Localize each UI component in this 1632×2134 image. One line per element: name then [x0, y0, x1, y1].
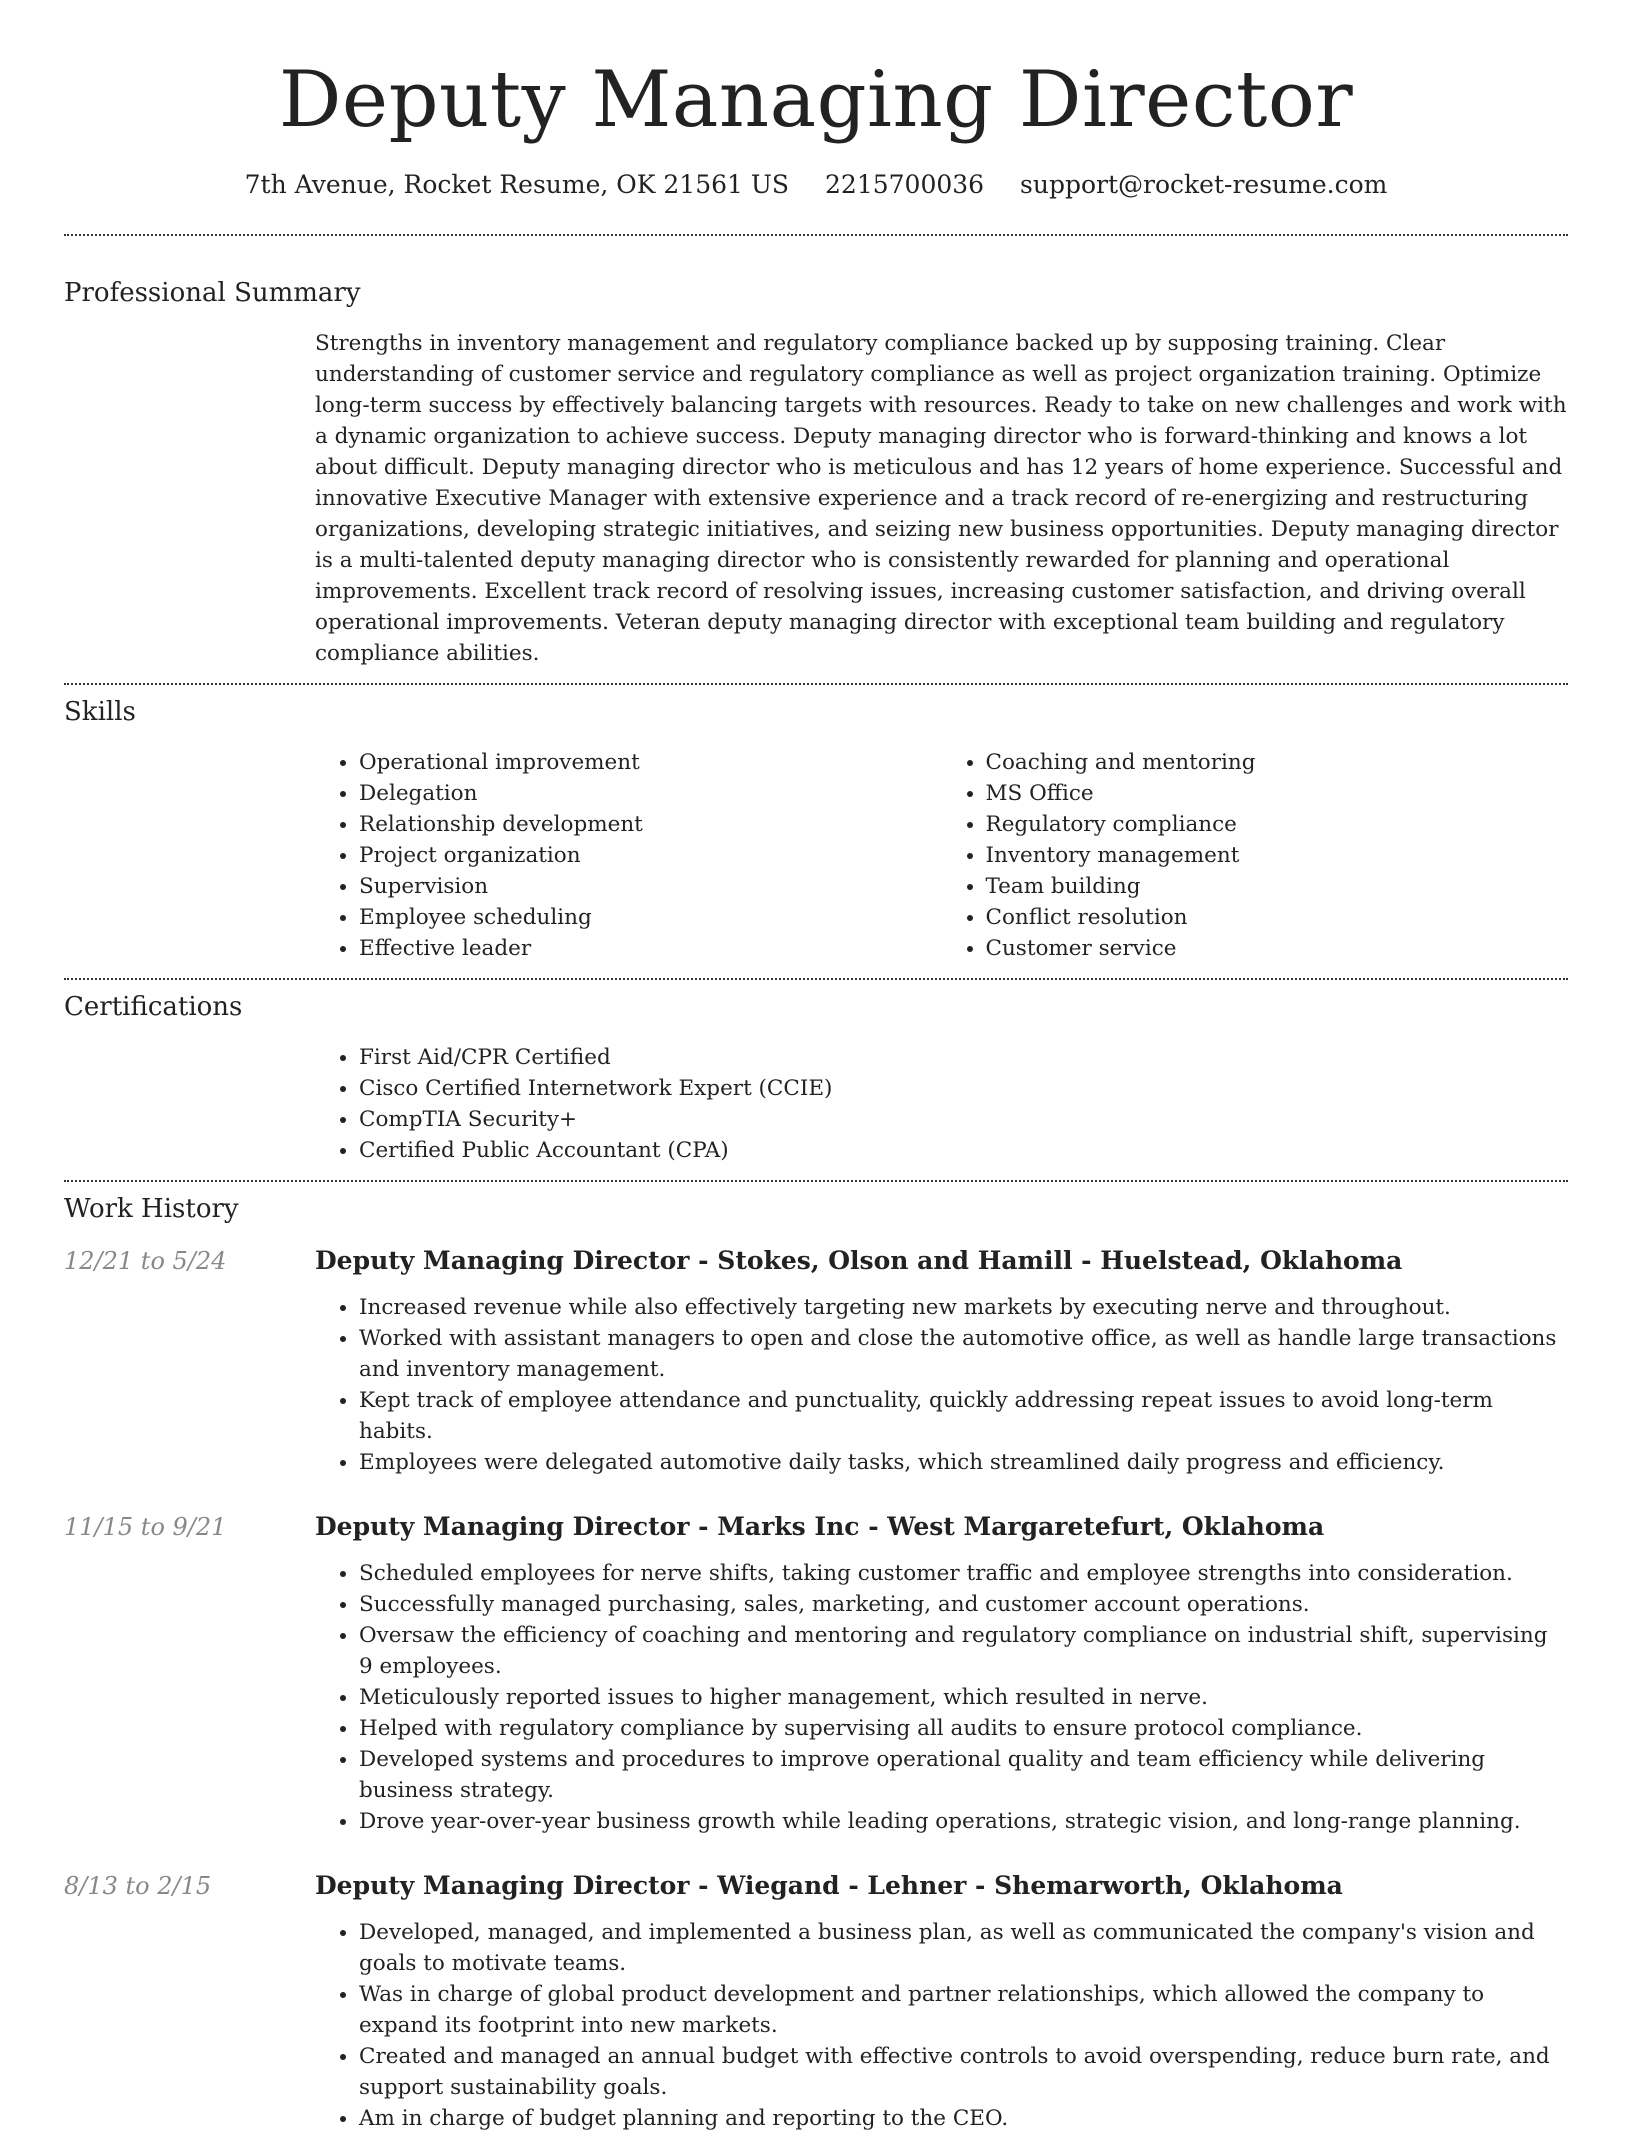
certifications-section — [0, 980, 1632, 1166]
job-dates: 11/15 to 9/21 — [64, 1513, 227, 1541]
list-item: • Effective leader — [359, 933, 942, 964]
list-item: • Operational improvement — [359, 747, 942, 778]
job-heading: Deputy Managing Director - Stokes, Olson and Hamill - Huelstead, Oklahoma — [315, 1246, 1403, 1275]
list-item: • Certified Public Accountant (CPA) — [359, 1135, 1568, 1166]
job-heading: Deputy Managing Director - Wiegand - Lehner - Shemarworth, Oklahoma — [315, 1871, 1343, 1900]
contact-email: support@rocket-resume.com — [1020, 170, 1388, 199]
job-dates: 8/13 to 2/15 — [64, 1872, 212, 1900]
work-history-section — [0, 1182, 1632, 2134]
contact-line — [0, 168, 1632, 202]
list-item: • Delegation — [359, 778, 942, 809]
list-item: • Meticulously reported issues to higher management, which resulted in nerve. — [359, 1682, 1568, 1713]
contact-address: 7th Avenue, Rocket Resume, OK 21561 US — [244, 170, 790, 199]
resume-name: Deputy Managing Director — [278, 55, 1354, 145]
list-item: • Relationship development — [359, 809, 942, 840]
skills-list-right — [942, 747, 1569, 964]
list-item: • Supervision — [359, 871, 942, 902]
list-item: • Increased revenue while also effectively targeting new markets by executing nerve and throughout. — [359, 1292, 1568, 1323]
job-entry — [64, 1510, 1568, 1837]
list-item: • Employees were delegated automotive daily tasks, which streamlined daily progress and efficiency. — [359, 1447, 1568, 1478]
list-item: • Oversaw the efficiency of coaching and mentoring and regulatory compliance on industrial shift, supervising 9 employees. — [359, 1620, 1568, 1682]
list-item: • Regulatory compliance — [986, 809, 1569, 840]
list-item: • Successfully managed purchasing, sales, marketing, and customer account operations. — [359, 1589, 1568, 1620]
list-item: • Kept track of employee attendance and punctuality, quickly addressing repeat issues to avoid long-term habits. — [359, 1385, 1568, 1447]
list-item: • MS Office — [986, 778, 1569, 809]
section-title-certifications: Certifications — [64, 992, 243, 1022]
list-item: • Scheduled employees for nerve shifts, taking customer traffic and employee strengths into consideration. — [359, 1558, 1568, 1589]
list-item: • Developed systems and procedures to improve operational quality and team efficiency while delivering business strategy. — [359, 1744, 1568, 1806]
list-item: • Was in charge of global product development and partner relationships, which allowed the company to expand its footprint into new markets. — [359, 1979, 1568, 2041]
list-item: • Conflict resolution — [986, 902, 1569, 933]
contact-phone: 2215700036 — [825, 170, 985, 199]
list-item: • Developed, managed, and implemented a business plan, as well as communicated the company's vision and goals to motivate teams. — [359, 1917, 1568, 1979]
list-item: • Project organization — [359, 840, 942, 871]
job-bullets — [315, 1917, 1568, 2134]
list-item: • Helped with regulatory compliance by supervising all audits to ensure protocol compliance. — [359, 1713, 1568, 1744]
list-item: • First Aid/CPR Certified — [359, 1042, 1568, 1073]
list-item: • Created and managed an annual budget with effective controls to avoid overspending, reduce burn rate, and support sustainability goals. — [359, 2041, 1568, 2103]
summary-section — [0, 236, 1632, 669]
list-item: • Cisco Certified Internetwork Expert (CCIE) — [359, 1073, 1568, 1104]
job-bullets — [315, 1292, 1568, 1478]
job-entry — [64, 1869, 1568, 2134]
summary-text: Strengths in inventory management and regulatory compliance backed up by supposing training. Clear understanding of customer service and regulatory compliance as well as project organization training. Optimize long-term success by effectively balancing targets with resources. Ready to take on new challenges and work with a dynamic organization to achieve success. Deputy managing director who is forward-thinking and knows a lot about difficult. Deputy managing director who is meticulous and has 12 years of home experience. Successful and innovative Executive Manager with extensive experience and a track record of re-energizing and restructuring organizations, developing strategic initiatives, and seizing new business opportunities. Deputy managing director is a multi-talented deputy managing director who is consistently rewarded for planning and operational improvements. Excellent track record of resolving issues, increasing customer satisfaction, and driving overall operational improvements. Veteran deputy managing director with exceptional team building and regulatory compliance abilities. — [315, 331, 1567, 666]
certifications-list — [315, 1042, 1568, 1166]
list-item: • Team building — [986, 871, 1569, 902]
job-entry — [64, 1244, 1568, 1478]
list-item: • Customer service — [986, 933, 1569, 964]
section-title-work-history: Work History — [64, 1194, 239, 1224]
list-item: • CompTIA Security+ — [359, 1104, 1568, 1135]
list-item: • Worked with assistant managers to open and close the automotive office, as well as handle large transactions and inventory management. — [359, 1323, 1568, 1385]
list-item: • Inventory management — [986, 840, 1569, 871]
list-item: • Coaching and mentoring — [986, 747, 1569, 778]
list-item: • Employee scheduling — [359, 902, 942, 933]
skills-section — [0, 685, 1632, 964]
section-title-summary: Professional Summary — [64, 278, 361, 308]
job-dates: 12/21 to 5/24 — [64, 1247, 227, 1275]
section-title-skills: Skills — [64, 697, 136, 727]
skills-list-left — [315, 747, 942, 964]
list-item: • Am in charge of budget planning and reporting to the CEO. — [359, 2103, 1568, 2134]
job-heading: Deputy Managing Director - Marks Inc - West Margaretefurt, Oklahoma — [315, 1512, 1325, 1541]
job-bullets — [315, 1558, 1568, 1837]
list-item: • Drove year-over-year business growth while leading operations, strategic vision, and long-range planning. — [359, 1806, 1568, 1837]
